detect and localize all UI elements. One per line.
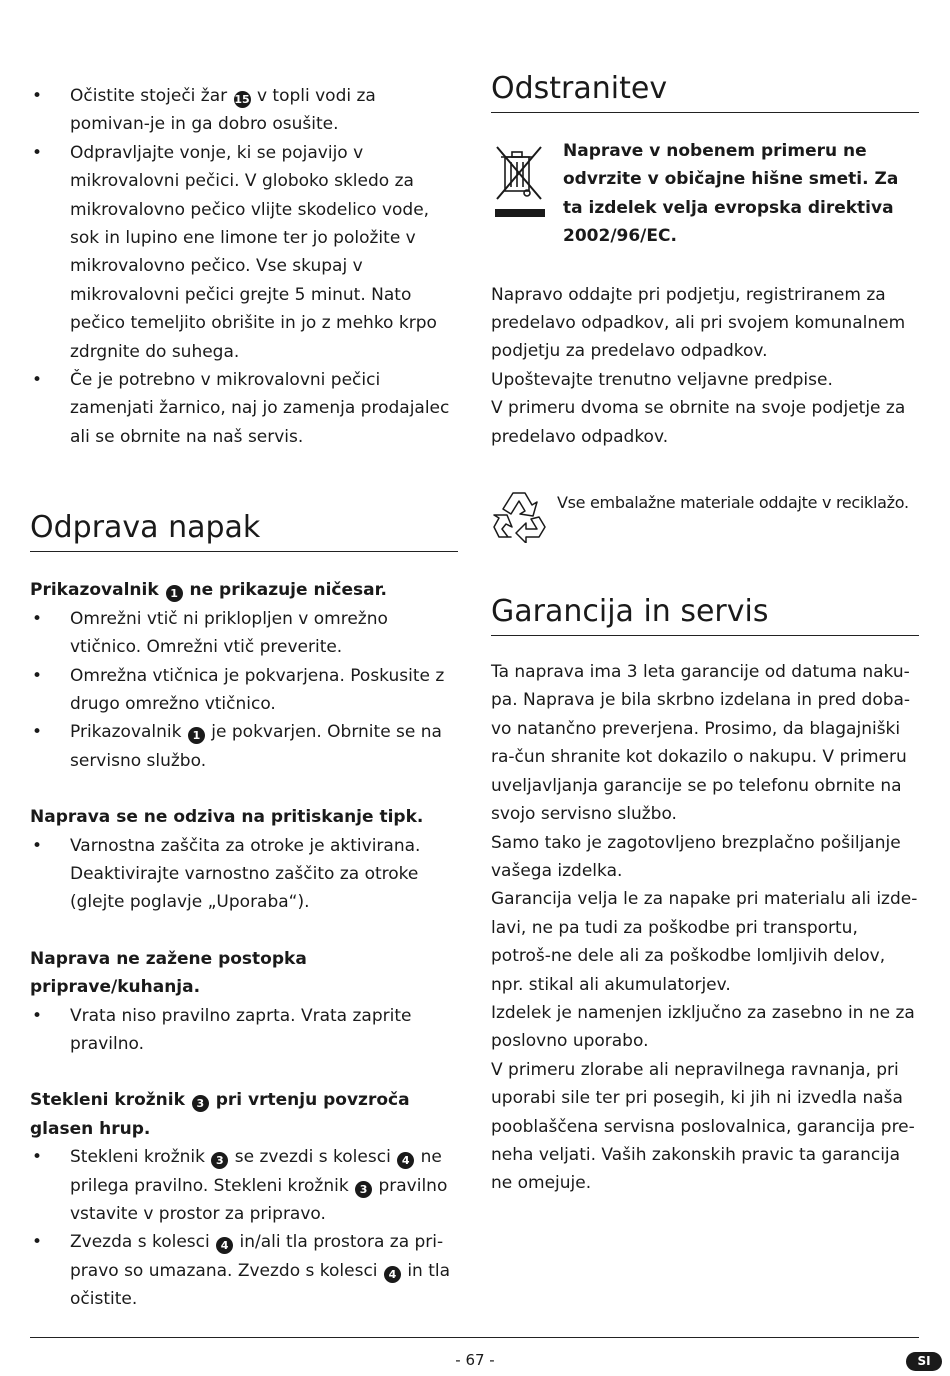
right-column xyxy=(491,70,919,1198)
reference-number-badge: 15 xyxy=(234,93,250,106)
solution-list xyxy=(30,1002,458,1059)
reference-number-badge: 1 xyxy=(188,727,205,744)
reference-number-badge: 4 xyxy=(397,1152,414,1169)
problem-heading xyxy=(30,803,458,831)
list-item xyxy=(30,366,458,451)
problem-block xyxy=(30,945,458,1059)
problem-block xyxy=(30,1086,458,1313)
footer-divider xyxy=(30,1337,919,1338)
reference-number-badge: 4 xyxy=(216,1237,233,1254)
recycle-notice-text: Vse embalažne materiale oddajte v reciklažo. xyxy=(557,493,909,513)
problem-heading xyxy=(30,1086,458,1143)
warranty-text xyxy=(491,658,919,1198)
text-segment: pri vrtenju povzroča glasen hrup. xyxy=(30,1090,410,1139)
recycle-icon xyxy=(491,487,551,547)
text-segment: Prikazovalnik xyxy=(30,580,165,601)
text-segment: in tla očistite. xyxy=(70,1260,451,1310)
reference-number-badge: 1 xyxy=(166,585,183,602)
paragraph: Ta naprava ima 3 leta garancije od datuma naku-pa. Naprava je bila skrbno izdelana in pred doba-vo natančno preverjena. Prosimo, da blagajniški ra-čun shranite kot dokazilo o nakupu. V primeru uveljavljanja garancije se po telefonu obrnite na svojo servisno službo. xyxy=(491,662,911,825)
text-segment: in/ali tla prostora za pri-pravo so umazana. Zvezdo s kolesci xyxy=(70,1232,444,1281)
left-column xyxy=(30,82,458,1314)
text-segment: Naprava se ne odziva na pritiskanje tipk. xyxy=(30,807,424,828)
problem-block xyxy=(30,576,458,775)
solution-list xyxy=(30,1143,458,1313)
waste-notice xyxy=(491,137,919,251)
problem-block xyxy=(30,803,458,917)
paragraph: Samo tako je zagotovljeno brezplačno pošiljanje vašega izdelka. xyxy=(491,832,901,881)
crossed-out-wheelie-bin-icon xyxy=(491,137,551,251)
text-segment: Stekleni krožnik xyxy=(30,1090,191,1111)
paragraph: V primeru zlorabe ali nepravilnega ravnanja, pri uporabi sile ter pri posegih, ki jih ni izvedla naša pooblaščena servisna poslovalnica, garancija pre-neha veljati. Vaših zakonskih pravic ta garancija ne omejuje. xyxy=(491,1059,915,1194)
recycle-notice xyxy=(491,487,919,547)
reference-number-badge: 3 xyxy=(355,1181,372,1198)
list-item xyxy=(30,1228,458,1313)
page-number: - 67 - xyxy=(455,1351,495,1369)
disposal-text xyxy=(491,281,919,451)
text-segment: v topli vodi za pomivan-je in ga dobro osušite. xyxy=(70,86,376,135)
problem-heading xyxy=(30,576,458,604)
reference-number-badge: 4 xyxy=(384,1266,401,1283)
problem-heading xyxy=(30,945,458,1002)
paragraph: Garancija velja le za napake pri materialu ali izde-lavi, ne pa tudi za poškodbe pri transportu, potroš-ne dele ali za poškodbe lomljivih delov, npr. stikal ali akumulatorjev. xyxy=(491,889,918,995)
solution-list xyxy=(30,832,458,917)
warranty-title: Garancija in servis xyxy=(491,593,919,636)
text-segment: ne prikazuje ničesar. xyxy=(183,580,388,601)
list-item xyxy=(30,82,458,139)
text-segment: Prikazovalnik xyxy=(70,722,187,743)
disposal-title: Odstranitev xyxy=(491,70,919,113)
paragraph: Upoštevajte trenutno veljavne predpise. xyxy=(491,369,833,390)
care-list xyxy=(30,82,458,451)
troubleshooting-list xyxy=(30,576,458,1313)
text-segment: Omrežna vtičnica je pokvarjena. Poskusite z drugo omrežno vtičnico. xyxy=(70,665,445,714)
waste-notice-text: Naprave v nobenem primeru ne odvrzite v običajne hišne smeti. Za ta izdelek velja evropska direktiva 2002/96/EC. xyxy=(563,141,899,247)
text-segment: Naprava ne zažene postopka priprave/kuhanja. xyxy=(30,948,307,998)
list-item xyxy=(30,139,458,366)
list-item xyxy=(30,662,458,719)
paragraph: Napravo oddajte pri podjetju, registriranem za predelavo odpadkov, ali pri svojem komunalnem podjetju za predelavo odpadkov. xyxy=(491,284,906,362)
list-item xyxy=(30,718,458,775)
text-segment: Očistite stoječi žar xyxy=(70,86,233,106)
text-segment: se zvezdi s kolesci xyxy=(229,1147,397,1168)
text-segment: ne prilega pravilno. Stekleni krožnik xyxy=(70,1147,442,1196)
country-badge: SI xyxy=(906,1352,942,1371)
text-segment: Če je potrebno v mikrovalovni pečici zamenjati žarnico, naj jo zamenja prodajalec ali se obrnite na naš servis. xyxy=(70,370,450,447)
paragraph: Izdelek je namenjen izključno za zasebno in ne za poslovno uporabo. xyxy=(491,1002,915,1052)
troubleshooting-title: Odprava napak xyxy=(30,509,458,552)
text-segment: Vrata niso pravilno zaprta. Vrata zaprite pravilno. xyxy=(70,1005,412,1054)
text-segment: je pokvarjen. Obrnite se na servisno službo. xyxy=(70,722,442,771)
list-item xyxy=(30,605,458,662)
text-segment: Odpravljajte vonje, ki se pojavijo v mikrovalovni pečici. V globoko skledo za mikrovalovno pečico vlijte skodelico vode, sok in lupino ene limone ter jo položite v mikrovalovno pečico. Vse skupaj v mikrovalovni pečici grejte 5 minut. Nato pečico temeljito obrišite in jo z mehko krpo zdrgnite do suhega. xyxy=(70,142,437,362)
list-item xyxy=(30,1143,458,1228)
text-segment: Stekleni krožnik xyxy=(70,1147,211,1168)
list-item xyxy=(30,1002,458,1059)
reference-number-badge: 3 xyxy=(192,1095,209,1112)
list-item xyxy=(30,832,458,917)
text-segment: Varnostna zaščita za otroke je aktivirana. Deaktivirajte varnostno zaščito za otroke (glejte poglavje „Uporaba“). xyxy=(70,835,421,913)
paragraph: V primeru dvoma se obrnite na svoje podjetje za predelavo odpadkov. xyxy=(491,398,906,447)
text-segment: pravilno vstavite v prostor za pripravo. xyxy=(70,1175,448,1224)
text-segment: Zvezda s kolesci xyxy=(70,1232,216,1253)
solution-list xyxy=(30,605,458,775)
reference-number-badge: 3 xyxy=(211,1152,228,1169)
text-segment: Omrežni vtič ni priklopljen v omrežno vtičnico. Omrežni vtič preverite. xyxy=(70,608,388,658)
